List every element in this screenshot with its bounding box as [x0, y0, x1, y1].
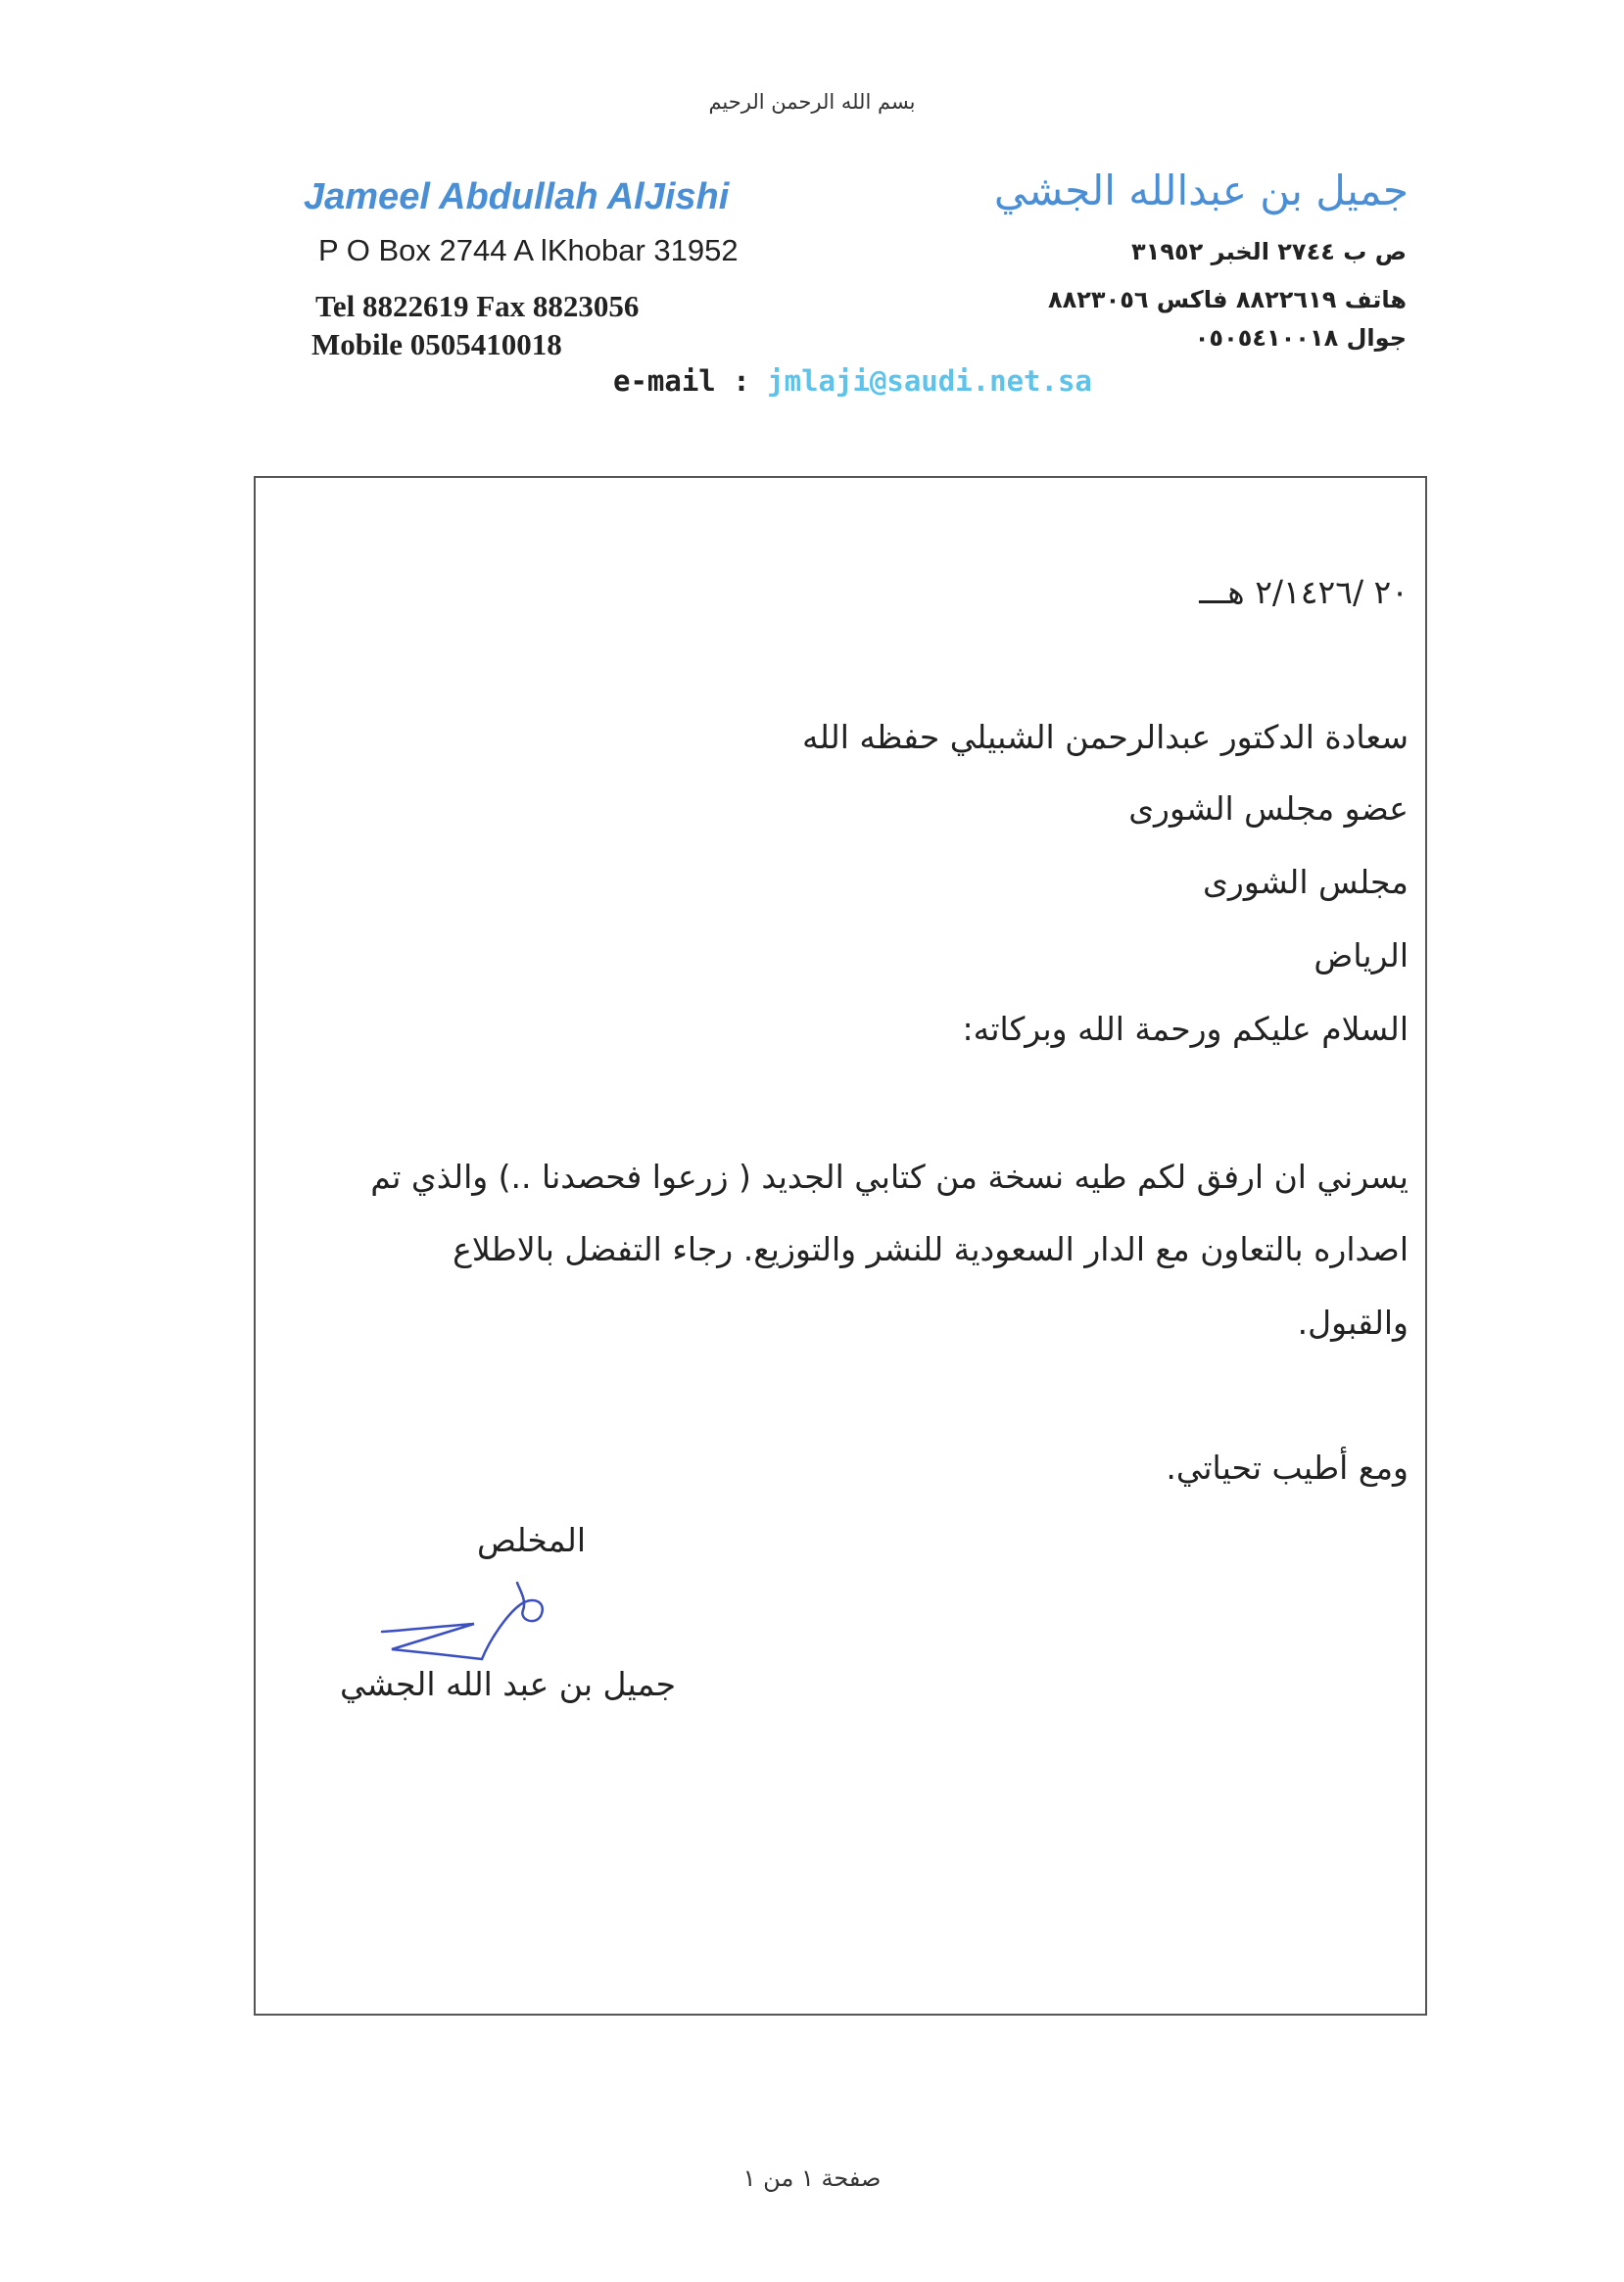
recipient-line-3: مجلس الشورى — [1203, 863, 1409, 901]
mobile-english: Mobile 0505410018 — [311, 327, 562, 361]
basmala-heading: بسم الله الرحمن الرحيم — [708, 90, 916, 114]
letter-date: ٢٠ /٢/١٤٢٦ هـــ — [1199, 573, 1409, 611]
body-line-2: اصداره بالتعاون مع الدار السعودية للنشر والتوزيع. رجاء التفضل بالاطلاع — [453, 1230, 1409, 1268]
sincerely-label: المخلص — [477, 1521, 586, 1559]
tel-fax-english: Tel 8822619 Fax 8823056 — [315, 289, 640, 323]
email-label: e-mail — [613, 364, 716, 398]
page-number-footer: صفحة ١ من ١ — [742, 2164, 882, 2192]
po-box-english: P O Box 2744 A lKhobar 31952 — [318, 233, 739, 267]
email-separator: : — [715, 364, 768, 398]
salutation: السلام عليكم ورحمة الله وبركاته: — [962, 1010, 1409, 1048]
po-box-arabic: ص ب ٢٧٤٤ الخبر ٣١٩٥٢ — [1131, 238, 1407, 265]
recipient-line-2: عضو مجلس الشورى — [1128, 789, 1409, 828]
signer-name: جميل بن عبد الله الجشي — [340, 1665, 676, 1703]
mobile-arabic: جوال ٠٥٠٥٤١٠٠١٨ — [1194, 324, 1407, 352]
tel-fax-arabic: هاتف ٨٨٢٢٦١٩ فاكس ٨٨٢٣٠٥٦ — [1047, 286, 1407, 313]
body-line-1: يسرني ان ارفق لكم طيه نسخة من كتابي الجديد ( زرعوا فحصدنا ..) والذي تم — [370, 1158, 1409, 1196]
sender-name-arabic: جميل بن عبدالله الجشي — [993, 166, 1409, 214]
closing-line: ومع أطيب تحياتي. — [1166, 1449, 1409, 1487]
sender-name-english: Jameel Abdullah AlJishi — [304, 176, 730, 217]
body-line-3: والقبول. — [1297, 1304, 1409, 1342]
email-address-link[interactable]: jmlaji@saudi.net.sa — [767, 364, 1092, 398]
recipient-line-1: سعادة الدكتور عبدالرحمن الشبيلي حفظه الله — [802, 718, 1409, 756]
recipient-line-4: الرياض — [1314, 936, 1409, 975]
email-line — [613, 364, 1092, 398]
